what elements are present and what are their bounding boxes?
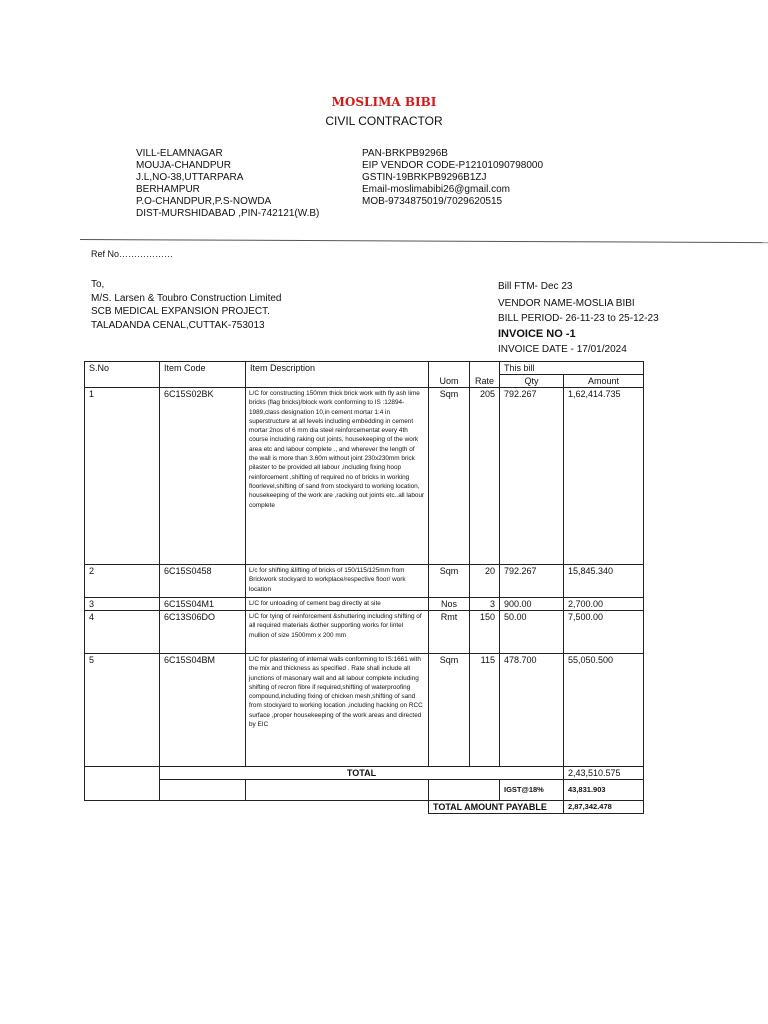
vendor-code: EIP VENDOR CODE-P12101090798000 bbox=[362, 160, 544, 172]
address-line: J.L,NO-38,UTTARPARA bbox=[136, 172, 244, 184]
address-line: BERHAMPUR bbox=[136, 184, 200, 196]
table-row bbox=[85, 611, 644, 654]
row-sno: 3 bbox=[85, 598, 160, 611]
row-description: L/C for plastering of internal walls conforming to IS:1661 with the mix and thickness as specified . Rate shall include all junctions of masonary wall and all labour complete including shifting of recron fibre if required,shifting of waterproofing compound,including fixing of chicken mesh,shifting of sand from stockyard to working location ,including hacking on RCC surface ,proper housekeeping of the work areas and directed by EIC bbox=[246, 654, 429, 767]
recipient-line: TALADANDA CENAL,CUTTAK-753013 bbox=[91, 319, 265, 331]
row-uom: Sqm bbox=[429, 565, 470, 598]
igst-spacer bbox=[160, 780, 246, 801]
bill-ftm: Bill FTM- Dec 23 bbox=[498, 281, 573, 292]
payable-value: 2,87,342.478 bbox=[564, 800, 644, 813]
header-item-description: Item Description bbox=[246, 362, 429, 388]
total-value: 2,43,510.575 bbox=[564, 767, 644, 780]
row-item-code: 6C13S06DO bbox=[160, 611, 246, 654]
recipient-block bbox=[91, 278, 281, 332]
header-uom-spacer bbox=[429, 362, 470, 375]
row-item-code: 6C15S02BK bbox=[160, 388, 246, 565]
recipient-line: M/S. Larsen & Toubro Construction Limited bbox=[91, 292, 282, 304]
row-amount: 2,700.00 bbox=[564, 598, 644, 611]
row-rate: 150 bbox=[470, 611, 500, 654]
contractor-ids bbox=[362, 148, 543, 208]
header-rate-spacer bbox=[470, 362, 500, 375]
row-rate: 115 bbox=[470, 654, 500, 767]
payable-label: TOTAL AMOUNT PAYABLE bbox=[429, 800, 564, 813]
header-item-code: Item Code bbox=[160, 362, 246, 388]
address-line: MOUJA-CHANDPUR bbox=[136, 160, 231, 172]
row-description: L/C for constructing 150mm thick brick work with fly ash lime bricks (flag bricks)/block work conforming to IS :12894-1989,class designation 10,in cement mortar 1:4 in superstructure at all levels including embedding in cement mortar 2nos of 6 mm dia steel reinforcementat every 4th course including raking out joints, housekeeping of the work area etc and labour complete ., and wherever the length of the wall is more than 3.60m without joint 230x230mm brick pilaster to be provided all labour ,including fixing hoop reinforcement ,shifting of required no of bricks in working floorlevel,shifting of sand from stockyard to working location, housekeeping of the work are ,racking out joints etc..all labour complete bbox=[246, 388, 429, 565]
payable-spacer bbox=[85, 800, 429, 813]
payable-row bbox=[85, 800, 644, 813]
recipient-line: SCB MEDICAL EXPANSION PROJECT. bbox=[91, 306, 270, 317]
row-uom: Sqm bbox=[429, 388, 470, 565]
invoice-date: INVOICE DATE - 17/01/2024 bbox=[498, 344, 627, 355]
row-qty: 50.00 bbox=[500, 611, 564, 654]
invoice-table bbox=[84, 361, 644, 814]
contractor-role: CIVIL CONTRACTOR bbox=[325, 114, 443, 128]
address-line: DIST-MURSHIDABAD ,PIN-742121(W.B) bbox=[136, 208, 320, 220]
igst-row bbox=[85, 780, 644, 801]
bill-period: BILL PERIOD- 26-11-23 to 25-12-23 bbox=[498, 313, 659, 324]
row-amount: 7,500.00 bbox=[564, 611, 644, 654]
total-spacer bbox=[85, 767, 160, 780]
row-rate: 205 bbox=[470, 388, 500, 565]
row-uom: Sqm bbox=[429, 654, 470, 767]
row-sno: 1 bbox=[85, 388, 160, 565]
igst-value: 43,831.903 bbox=[564, 780, 644, 801]
address-line: VILL-ELAMNAGAR bbox=[136, 148, 223, 159]
igst-spacer bbox=[85, 780, 160, 801]
row-description: L/c for shifting &lifting of bricks of 150/115/125mm from Brickwork stockyard to workplace/respective floor/ work location bbox=[246, 565, 429, 598]
row-sno: 2 bbox=[85, 565, 160, 598]
row-qty: 792.267 bbox=[500, 565, 564, 598]
row-qty: 478.700 bbox=[500, 654, 564, 767]
row-qty: 792.267 bbox=[500, 388, 564, 565]
address-line: P.O-CHANDPUR,P.S-NOWDA bbox=[136, 196, 272, 208]
row-rate: 3 bbox=[470, 598, 500, 611]
row-description: L/C for tying of reinforcement &shuttering including shifting of all required materials &other supporting works for lintel mullion of size 1500mm x 200 mm bbox=[246, 611, 429, 654]
row-qty: 900.00 bbox=[500, 598, 564, 611]
row-item-code: 6C15S0458 bbox=[160, 565, 246, 598]
header-amount: Amount bbox=[564, 375, 644, 388]
row-description: L/C for unloading of cement bag directly at site bbox=[246, 598, 429, 611]
header-this-bill: This bill bbox=[500, 362, 644, 375]
total-row bbox=[85, 767, 644, 780]
header-qty: Qty bbox=[500, 375, 564, 388]
row-sno: 4 bbox=[85, 611, 160, 654]
row-uom: Nos bbox=[429, 598, 470, 611]
row-amount: 1,62,414.735 bbox=[564, 388, 644, 565]
row-sno: 5 bbox=[85, 654, 160, 767]
pan-number: PAN-BRKPB9296B bbox=[362, 148, 448, 159]
header-divider bbox=[80, 239, 768, 243]
recipient-line: To, bbox=[91, 279, 105, 290]
header-sno: S.No bbox=[85, 362, 160, 388]
row-rate: 20 bbox=[470, 565, 500, 598]
vendor-name: VENDOR NAME-MOSLIA BIBI bbox=[498, 298, 635, 309]
ref-number: Ref No……………… bbox=[91, 249, 174, 259]
row-item-code: 6C15S04M1 bbox=[160, 598, 246, 611]
invoice-number: INVOICE NO -1 bbox=[498, 328, 576, 340]
table-header-row bbox=[85, 362, 644, 375]
igst-label: IGST@18% bbox=[500, 780, 564, 801]
row-uom: Rmt bbox=[429, 611, 470, 654]
email: Email-moslimabibi26@gmail.com bbox=[362, 184, 510, 196]
table-row bbox=[85, 388, 644, 565]
table-row bbox=[85, 565, 644, 598]
row-amount: 55,050.500 bbox=[564, 654, 644, 767]
mobile: MOB-9734875019/7029620515 bbox=[362, 196, 503, 208]
contractor-name: MOSLIMA BIBI bbox=[331, 95, 437, 109]
row-item-code: 6C15S04BM bbox=[160, 654, 246, 767]
row-amount: 15,845.340 bbox=[564, 565, 644, 598]
gstin: GSTIN-19BRKPB9296B1ZJ bbox=[362, 172, 487, 184]
header-rate: Rate bbox=[470, 375, 500, 388]
header-uom: Uom bbox=[429, 375, 470, 388]
table-row bbox=[85, 654, 644, 767]
table-row bbox=[85, 598, 644, 611]
igst-spacer bbox=[429, 780, 500, 801]
total-label: TOTAL bbox=[160, 767, 564, 780]
contractor-address bbox=[136, 148, 319, 221]
igst-spacer bbox=[246, 780, 429, 801]
